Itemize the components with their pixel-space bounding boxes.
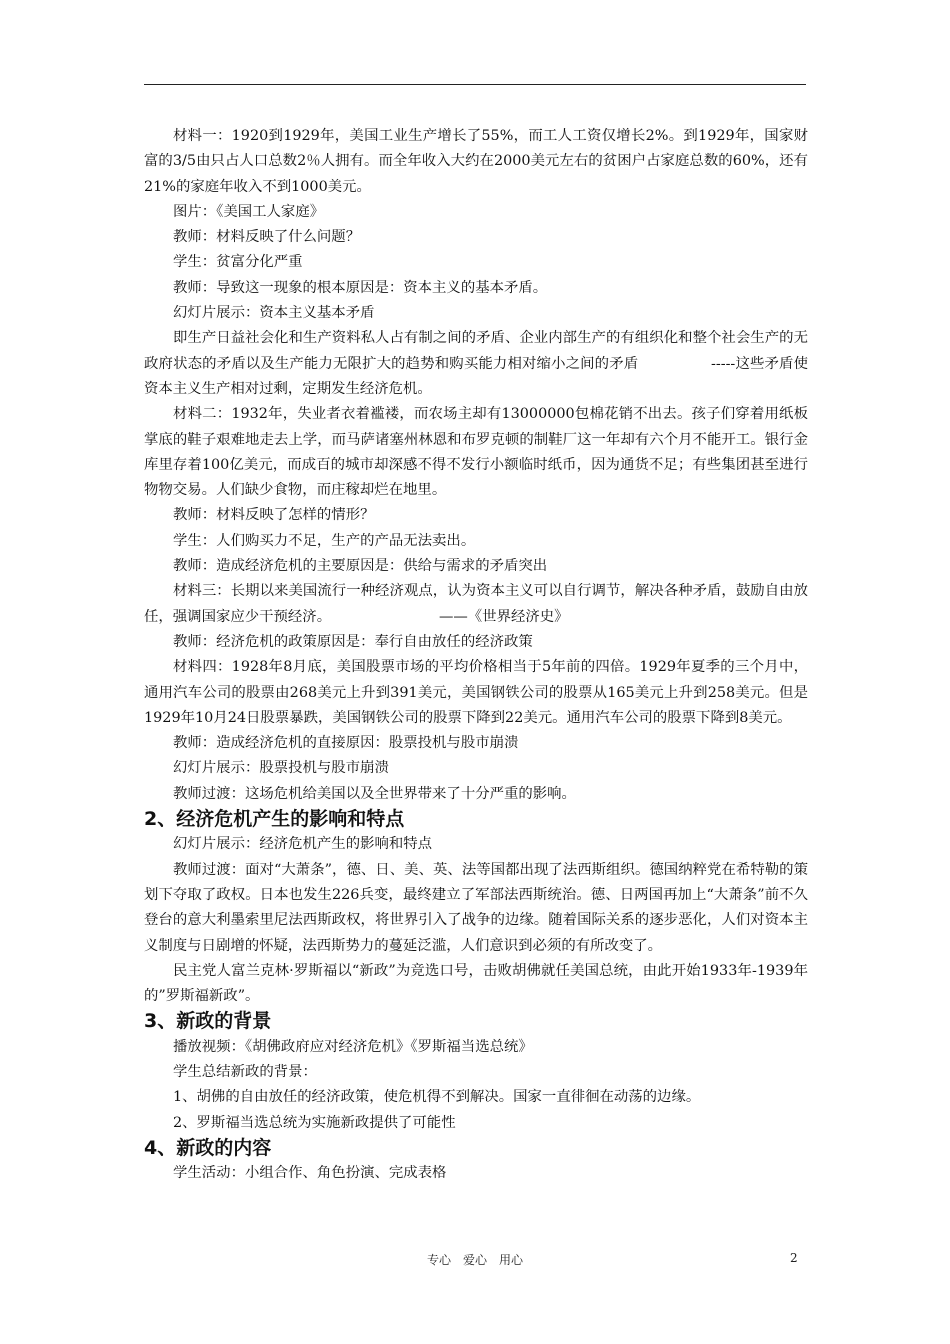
header-rule xyxy=(144,84,806,85)
paragraph: 材料一：1920到1929年，美国工业生产增长了55%，而工人工资仅增长2%。到1929年，国家财富的3/5由只占人口总数2％人拥有。而全年收入大约在2000美元左右的贫困户占家庭总数的60%，还有21%的家庭年收入不到1000美元。 xyxy=(144,128,808,195)
paragraph: 幻灯片展示：经济危机产生的影响和特点 xyxy=(173,836,433,853)
paragraph: 材料四：1928年8月底，美国股票市场的平均价格相当于5年前的四倍。1929年夏季的三个月中，通用汽车公司的股票由268美元上升到391美元，美国钢铁公司的股票从165美元上升到258美元。但是1929年10月24日股票暴跌，美国钢铁公司的股票下降到22美元。通用汽车公司的股票下降到8美元。 xyxy=(144,659,808,726)
paragraph: 教师：造成经济危机的直接原因：股票投机与股市崩溃 xyxy=(173,735,519,752)
paragraph: 播放视频：《胡佛政府应对经济危机》《罗斯福当选总统》 xyxy=(173,1038,533,1055)
document-body xyxy=(144,124,808,1186)
section-heading: 2、经济危机产生的影响和特点 xyxy=(144,808,405,831)
paragraph: 教师：造成经济危机的主要原因是：供给与需求的矛盾突出 xyxy=(173,558,548,575)
section-heading: 4、新政的内容 xyxy=(144,1136,272,1159)
paragraph: 教师：经济危机的政策原因是：奉行自由放任的经济政策 xyxy=(173,633,533,650)
paragraph: 1、胡佛的自由放任的经济政策，使危机得不到解决。国家一直徘徊在动荡的边缘。 xyxy=(173,1089,701,1106)
paragraph: 2、罗斯福当选总统为实施新政提供了可能性 xyxy=(173,1114,456,1131)
paragraph: 教师：导致这一现象的根本原因是：资本主义的基本矛盾。 xyxy=(173,279,548,296)
page-number: 2 xyxy=(790,1251,798,1265)
paragraph: 学生：人们购买力不足，生产的产品无法卖出。 xyxy=(173,532,476,549)
paragraph: 教师：材料反映了怎样的情形？ xyxy=(173,507,375,524)
paragraph: 教师：材料反映了什么问题？ xyxy=(173,229,361,246)
paragraph: 学生活动：小组合作、角色扮演、完成表格 xyxy=(173,1165,447,1182)
section-heading: 3、新政的背景 xyxy=(144,1010,272,1033)
paragraph: 图片：《美国工人家庭》 xyxy=(173,203,325,220)
footer-motto: 专心 爱心 用心 xyxy=(426,1253,523,1267)
paragraph: 幻灯片展示：股票投机与股市崩溃 xyxy=(173,760,389,777)
paragraph: 材料三：长期以来美国流行一种经济观点，认为资本主义可以自行调节，解决各种矛盾，鼓励自由放任，强调国家应少干预经济。 ——《世界经济史》 xyxy=(144,583,808,625)
paragraph: 幻灯片展示：资本主义基本矛盾 xyxy=(173,305,375,322)
paragraph: 材料二：1932年，失业者衣着褴褛，而农场主却有13000000包棉花销不出去。孩子们穿着用纸板掌底的鞋子艰难地走去上学，而马萨诸塞州林恩和布罗克顿的制鞋厂这一年却有六个月不能开工。银行金库里存着100亿美元，而成百的城市却深感不得不发行小额临时纸币，因为通货不足；有些集团甚至进行物物交易。人们缺少食物，而庄稼却烂在地里。 xyxy=(144,406,808,499)
paragraph: 民主党人富兰克林·罗斯福以“新政”为竞选口号，击败胡佛就任美国总统，由此开始1933年-1939年的”罗斯福新政”。 xyxy=(144,962,808,1005)
paragraph: 学生：贫富分化严重 xyxy=(173,254,303,271)
paragraph: 学生总结新政的背景： xyxy=(173,1063,317,1080)
paragraph: 即生产日益社会化和生产资料私人占有制之间的矛盾、企业内部生产的有组织化和整个社会生产的无政府状态的矛盾以及生产能力无限扩大的趋势和购买能力相对缩小之间的矛盾 -----这些矛盾使资本主义生产相对过剩，定期发生经济危机。 xyxy=(144,330,808,397)
paragraph: 教师过渡：这场危机给美国以及全世界带来了十分严重的影响。 xyxy=(173,785,576,802)
paragraph: 教师过渡：面对“大萧条”，德、日、美、英、法等国都出现了法西斯组织。德国纳粹党在希特勒的策划下夺取了政权。日本也发生226兵变，最终建立了军部法西斯统治。德、日两国再加上“大萧条”前不久登台的意大利墨索里尼法西斯政权，将世界引入了战争的边缘。随着国际关系的逐步恶化，人们对资本主义制度与日剧增的怀疑，法西斯势力的蔓延泛滥，人们意识到必须的有所改变了。 xyxy=(144,861,808,954)
